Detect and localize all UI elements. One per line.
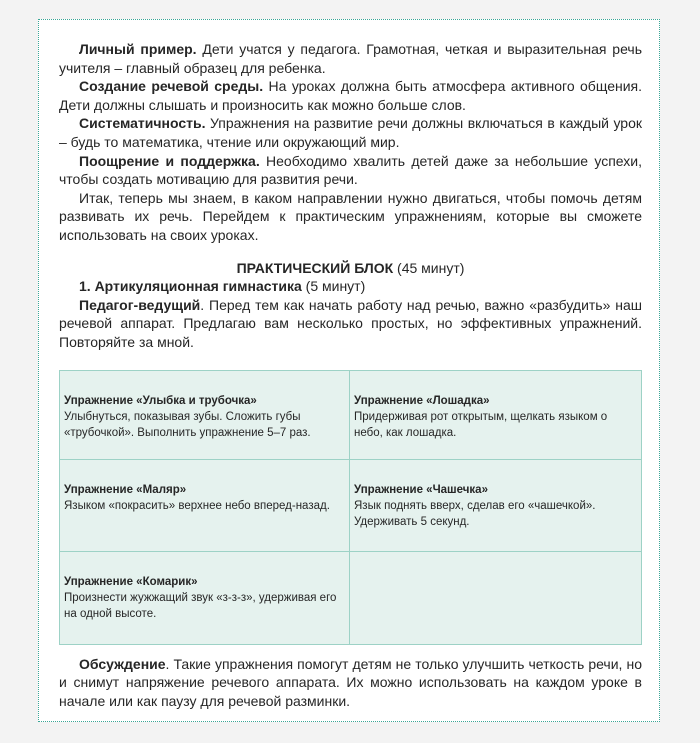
- exercise-text: Языком «покрасить» верхнее небо вперед-назад.: [64, 499, 330, 512]
- exercises-table: [59, 370, 642, 645]
- exercise-title: Упражнение «Улыбка и трубочка»: [64, 394, 257, 407]
- paragraph-text: Дети учатся у педагога. Грамотная, четкая и выразительная речь учителя – главный образец для ребенка.: [59, 41, 642, 76]
- heading-title: ПРАКТИЧЕСКИЙ БЛОК: [236, 259, 394, 276]
- paragraph-text: На уроках должна быть атмосфера активного общения. Дети должны слышать и произносить как можно больше слов.: [59, 78, 642, 113]
- paragraph-encouragement: [59, 152, 642, 189]
- exercise-cell: [350, 371, 641, 460]
- exercise-title: Упражнение «Лошадка»: [354, 394, 490, 407]
- exercise-cell: [60, 552, 350, 644]
- paragraph-text: Итак, теперь мы знаем, в каком направлении нужно двигаться, чтобы помочь детям развивать их речь. Перейдем к практическим упражнениям, которые вы сможете использовать на своих уроках.: [59, 189, 642, 243]
- paragraph-text: Необходимо хвалить детей даже за небольшие успехи, чтобы создать мотивацию для развития речи.: [59, 152, 642, 188]
- gymnastics-subheading: [59, 277, 642, 296]
- subheading-title: 1. Артикуляционная гимнастика: [79, 278, 302, 295]
- empty-cell: [350, 552, 641, 644]
- exercise-text: Улыбнуться, показывая зубы. Сложить губы «трубочкой». Выполнить упражнение 5–7 раз.: [64, 410, 311, 439]
- exercise-text: Придерживая рот открытым, щелкать языком о небо, как лошадка.: [354, 410, 608, 439]
- heading-duration: (45 минут): [393, 259, 465, 276]
- exercise-title: Упражнение «Комарик»: [64, 575, 198, 588]
- paragraph-lead: Личный пример.: [79, 41, 197, 57]
- page: [38, 19, 660, 722]
- paragraph-lead: Поощрение и поддержка.: [79, 152, 260, 169]
- practical-block-heading: [59, 259, 642, 278]
- paragraph-speech-environment: [59, 77, 642, 114]
- lead-text: . Перед тем как начать работу над речью, важно «разбудить» наш речевой аппарат. Предлагаю вам несколько простых, но эффективных упражнений. Повторяйте за мной.: [59, 296, 642, 350]
- paragraph-lead: Создание речевой среды.: [79, 78, 264, 95]
- exercise-cell: [350, 460, 641, 552]
- discussion-lead: Обсуждение: [79, 655, 166, 672]
- paragraph-personal-example: [59, 40, 642, 77]
- paragraph-summary: [59, 189, 642, 245]
- exercise-text: Язык поднять вверх, сделав его «чашечкой». Удерживать 5 секунд.: [354, 499, 596, 528]
- exercise-title: Упражнение «Маляр»: [64, 483, 187, 496]
- lead-paragraph: [59, 296, 642, 352]
- paragraph-systematic: [59, 114, 642, 151]
- exercise-cell: [60, 371, 350, 460]
- exercise-cell: [60, 460, 350, 552]
- exercise-title: Упражнение «Чашечка»: [354, 483, 488, 496]
- paragraph-text: Упражнения на развитие речи должны включаться в каждый урок – будь то математика, чтение или окружающий мир.: [59, 115, 642, 150]
- content: [59, 40, 642, 710]
- discussion-text: . Такие упражнения помогут детям не только улучшить четкость речи, но и снимут напряжение речевого аппарата. Их можно использовать на каждом уроке в начале или как паузу для речевой разминки.: [59, 655, 642, 709]
- paragraph-lead: Систематичность.: [79, 115, 206, 132]
- lead-role: Педагог-ведущий: [79, 296, 201, 313]
- subheading-duration: (5 минут): [301, 278, 366, 295]
- exercise-text: Произнести жужжащий звук «з-з-з», удерживая его на одной высоте.: [64, 591, 337, 620]
- discussion-paragraph: [59, 655, 642, 711]
